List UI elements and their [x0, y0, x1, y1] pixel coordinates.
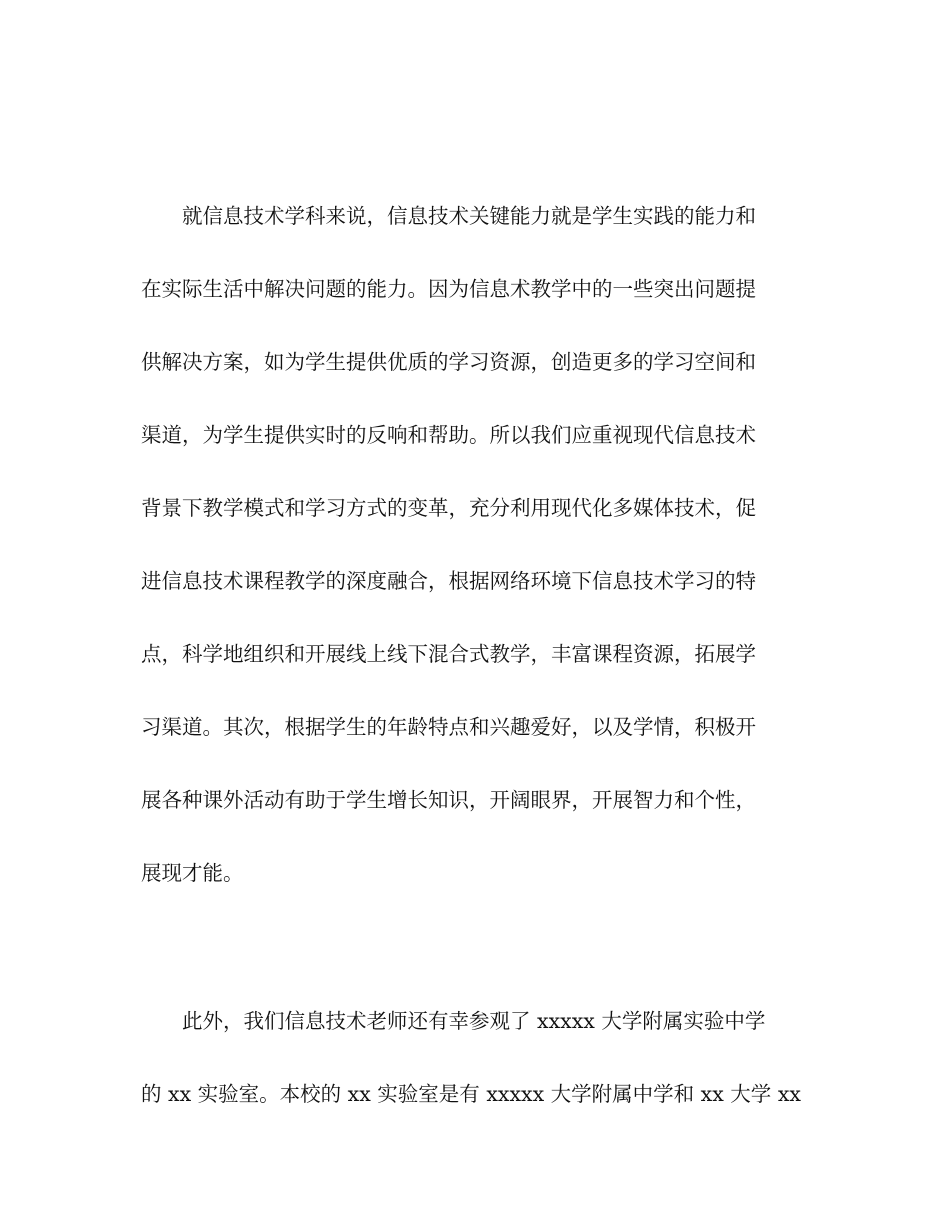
paragraph-1-line-9: 展各种课外活动有助于学生增长知识，开阔眼界，开展智力和个性，: [141, 788, 756, 812]
paragraph-1-line-3: 供解决方案，如为学生提供优质的学习资源，创造更多的学习空间和: [141, 350, 756, 374]
paragraph-1-line-10: 展现才能。: [141, 861, 244, 885]
paragraph-2-line-2: 的 xx 实验室。本校的 xx 实验室是有 xxxxx 大学附属中学和 xx 大学 xx: [141, 1082, 801, 1106]
paragraph-1-line-6: 进信息技术课程教学的深度融合，根据网络环境下信息技术学习的特: [141, 569, 756, 593]
paragraph-2: [141, 985, 801, 1131]
paragraph-1-line-4: 渠道，为学生提供实时的反响和帮助。所以我们应重视现代信息技术: [141, 423, 756, 447]
paragraph-1-line-8: 习渠道。其次，根据学生的年龄特点和兴趣爱好，以及学情，积极开: [141, 715, 756, 739]
paragraph-1-line-1: 就信息技术学科来说，信息技术关键能力就是学生实践的能力和: [141, 204, 756, 228]
paragraph-2-line-1: 此外，我们信息技术老师还有幸参观了 xxxxx 大学附属实验中学: [141, 1009, 766, 1033]
paragraph-1-line-5: 背景下教学模式和学习方式的变革，充分利用现代化多媒体技术，促: [141, 496, 756, 520]
paragraph-1-line-7: 点，科学地组织和开展线上线下混合式教学，丰富课程资源，拓展学: [141, 642, 756, 666]
paragraph-1: [141, 180, 801, 910]
paragraph-1-line-2: 在实际生活中解决问题的能力。因为信息术教学中的一些突出问题提: [141, 277, 756, 301]
